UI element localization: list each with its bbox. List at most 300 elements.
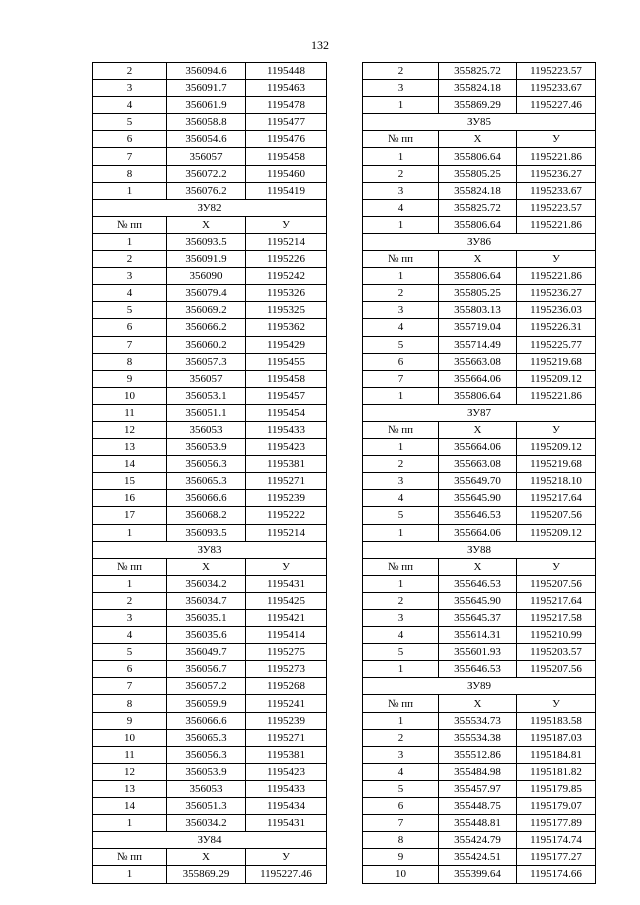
x-coordinate-cell: 356035.1	[167, 610, 246, 627]
x-coordinate-cell: 356049.7	[167, 644, 246, 661]
x-coordinate-cell: 355649.70	[439, 473, 517, 490]
coordinates-table-left	[92, 62, 327, 884]
header-row	[363, 251, 596, 268]
y-coordinate-cell: 1195431	[246, 815, 327, 832]
point-number-cell: 14	[93, 456, 167, 473]
y-coordinate-cell: 1195431	[246, 575, 327, 592]
x-coordinate-cell: 355663.08	[439, 353, 517, 370]
y-coordinate-cell: 1195207.56	[517, 661, 596, 678]
point-number-cell: 3	[363, 746, 439, 763]
x-coordinate-cell: 356060.2	[167, 336, 246, 353]
y-coordinate-cell: 1195460	[246, 165, 327, 182]
header-row	[363, 421, 596, 438]
y-coordinate-cell: 1195455	[246, 353, 327, 370]
table-row	[363, 387, 596, 404]
y-coordinate-cell: 1195187.03	[517, 729, 596, 746]
x-coordinate-cell: 355512.86	[439, 746, 517, 763]
table-row	[93, 387, 327, 404]
x-coordinate-cell: 355806.64	[439, 387, 517, 404]
x-coordinate-cell: 355805.25	[439, 285, 517, 302]
section-title-row	[363, 404, 596, 421]
table-row	[363, 661, 596, 678]
table-row	[93, 404, 327, 421]
y-coordinate-cell: 1195214	[246, 233, 327, 250]
x-coordinate-cell: 355614.31	[439, 627, 517, 644]
column-header-y: У	[517, 421, 596, 438]
table-row	[93, 798, 327, 815]
point-number-cell: 2	[93, 251, 167, 268]
x-coordinate-cell: 355825.72	[439, 63, 517, 80]
column-header-y: У	[517, 251, 596, 268]
point-number-cell: 1	[363, 148, 439, 165]
point-number-cell: 3	[93, 610, 167, 627]
point-number-cell: 1	[363, 97, 439, 114]
point-number-cell: 6	[93, 319, 167, 336]
point-number-cell: 14	[93, 798, 167, 815]
x-coordinate-cell: 356066.6	[167, 712, 246, 729]
x-coordinate-cell: 355645.90	[439, 592, 517, 609]
x-coordinate-cell: 356079.4	[167, 285, 246, 302]
table-row	[93, 456, 327, 473]
point-number-cell: 12	[93, 763, 167, 780]
section-title: ЗУ84	[93, 832, 327, 849]
x-coordinate-cell: 355424.79	[439, 832, 517, 849]
x-coordinate-cell: 356034.7	[167, 592, 246, 609]
table-row	[363, 746, 596, 763]
x-coordinate-cell: 356053	[167, 780, 246, 797]
table-row	[363, 507, 596, 524]
header-row	[93, 849, 327, 866]
column-header-number: № пп	[363, 421, 439, 438]
table-row	[93, 251, 327, 268]
column-header-number: № пп	[93, 216, 167, 233]
section-title: ЗУ85	[363, 114, 596, 131]
table-row	[93, 763, 327, 780]
header-row	[93, 558, 327, 575]
table-row	[363, 370, 596, 387]
point-number-cell: 1	[363, 661, 439, 678]
table-row	[363, 712, 596, 729]
column-header-number: № пп	[363, 251, 439, 268]
point-number-cell: 1	[363, 439, 439, 456]
y-coordinate-cell: 1195326	[246, 285, 327, 302]
y-coordinate-cell: 1195423	[246, 763, 327, 780]
y-coordinate-cell: 1195325	[246, 302, 327, 319]
x-coordinate-cell: 355645.37	[439, 610, 517, 627]
point-number-cell: 12	[93, 421, 167, 438]
table-row	[93, 439, 327, 456]
point-number-cell: 6	[93, 131, 167, 148]
y-coordinate-cell: 1195233.67	[517, 80, 596, 97]
point-number-cell: 2	[93, 592, 167, 609]
point-number-cell: 7	[93, 148, 167, 165]
point-number-cell: 13	[93, 439, 167, 456]
y-coordinate-cell: 1195226.31	[517, 319, 596, 336]
point-number-cell: 13	[93, 780, 167, 797]
x-coordinate-cell: 355424.51	[439, 849, 517, 866]
point-number-cell: 10	[93, 729, 167, 746]
table-row	[363, 336, 596, 353]
section-title-row	[363, 233, 596, 250]
y-coordinate-cell: 1195203.57	[517, 644, 596, 661]
x-coordinate-cell: 355664.06	[439, 439, 517, 456]
y-coordinate-cell: 1195423	[246, 439, 327, 456]
y-coordinate-cell: 1195425	[246, 592, 327, 609]
table-row	[363, 644, 596, 661]
section-title-row	[93, 199, 327, 216]
table-row	[93, 729, 327, 746]
y-coordinate-cell: 1195271	[246, 473, 327, 490]
y-coordinate-cell: 1195421	[246, 610, 327, 627]
point-number-cell: 2	[363, 63, 439, 80]
table-row	[363, 866, 596, 883]
y-coordinate-cell: 1195227.46	[246, 866, 327, 883]
section-title: ЗУ86	[363, 233, 596, 250]
section-title: ЗУ82	[93, 199, 327, 216]
table-row	[93, 695, 327, 712]
point-number-cell: 10	[93, 387, 167, 404]
x-coordinate-cell: 356093.5	[167, 524, 246, 541]
x-coordinate-cell: 356034.2	[167, 815, 246, 832]
x-coordinate-cell: 356054.6	[167, 131, 246, 148]
y-coordinate-cell: 1195458	[246, 370, 327, 387]
x-coordinate-cell: 356051.3	[167, 798, 246, 815]
table-row	[93, 524, 327, 541]
point-number-cell: 7	[93, 336, 167, 353]
x-coordinate-cell: 355869.29	[167, 866, 246, 883]
table-row	[363, 798, 596, 815]
column-header-y: У	[517, 558, 596, 575]
table-row	[363, 627, 596, 644]
column-header-y: У	[246, 558, 327, 575]
table-row	[363, 148, 596, 165]
x-coordinate-cell: 355719.04	[439, 319, 517, 336]
y-coordinate-cell: 1195429	[246, 336, 327, 353]
x-coordinate-cell: 356057.3	[167, 353, 246, 370]
column-header-y: У	[246, 849, 327, 866]
y-coordinate-cell: 1195239	[246, 490, 327, 507]
y-coordinate-cell: 1195209.12	[517, 524, 596, 541]
y-coordinate-cell: 1195207.56	[517, 507, 596, 524]
x-coordinate-cell: 356061.9	[167, 97, 246, 114]
column-header-x: Х	[439, 131, 517, 148]
header-row	[363, 695, 596, 712]
y-coordinate-cell: 1195381	[246, 456, 327, 473]
table-row	[93, 746, 327, 763]
table-row	[93, 148, 327, 165]
section-title-row	[93, 541, 327, 558]
table-row	[363, 763, 596, 780]
column-header-number: № пп	[363, 558, 439, 575]
table-row	[93, 490, 327, 507]
point-number-cell: 4	[93, 285, 167, 302]
y-coordinate-cell: 1195207.56	[517, 575, 596, 592]
x-coordinate-cell: 355646.53	[439, 575, 517, 592]
y-coordinate-cell: 1195227.46	[517, 97, 596, 114]
y-coordinate-cell: 1195239	[246, 712, 327, 729]
point-number-cell: 7	[363, 370, 439, 387]
y-coordinate-cell: 1195221.86	[517, 387, 596, 404]
y-coordinate-cell: 1195222	[246, 507, 327, 524]
x-coordinate-cell: 356091.9	[167, 251, 246, 268]
y-coordinate-cell: 1195362	[246, 319, 327, 336]
table-row	[363, 473, 596, 490]
y-coordinate-cell: 1195225.77	[517, 336, 596, 353]
table-row	[93, 712, 327, 729]
table-row	[93, 182, 327, 199]
y-coordinate-cell: 1195217.58	[517, 610, 596, 627]
point-number-cell: 1	[363, 387, 439, 404]
coordinates-table-right	[362, 62, 596, 884]
point-number-cell: 1	[363, 575, 439, 592]
x-coordinate-cell: 356066.2	[167, 319, 246, 336]
column-header-number: № пп	[363, 131, 439, 148]
x-coordinate-cell: 355646.53	[439, 507, 517, 524]
section-title-row	[363, 541, 596, 558]
point-number-cell: 16	[93, 490, 167, 507]
x-coordinate-cell: 356035.6	[167, 627, 246, 644]
y-coordinate-cell: 1195221.86	[517, 148, 596, 165]
y-coordinate-cell: 1195217.64	[517, 490, 596, 507]
x-coordinate-cell: 355825.72	[439, 199, 517, 216]
column-header-number: № пп	[93, 849, 167, 866]
column-header-y: У	[246, 216, 327, 233]
x-coordinate-cell: 355869.29	[439, 97, 517, 114]
point-number-cell: 2	[93, 63, 167, 80]
y-coordinate-cell: 1195223.57	[517, 63, 596, 80]
header-row	[93, 216, 327, 233]
y-coordinate-cell: 1195179.85	[517, 780, 596, 797]
column-header-x: Х	[439, 695, 517, 712]
y-coordinate-cell: 1195219.68	[517, 456, 596, 473]
table-row	[93, 114, 327, 131]
point-number-cell: 3	[93, 268, 167, 285]
table-row	[363, 319, 596, 336]
x-coordinate-cell: 355484.98	[439, 763, 517, 780]
point-number-cell: 4	[363, 199, 439, 216]
table-row	[93, 575, 327, 592]
table-row	[93, 780, 327, 797]
table-row	[363, 490, 596, 507]
table-row	[363, 456, 596, 473]
x-coordinate-cell: 355805.25	[439, 165, 517, 182]
table-row	[93, 610, 327, 627]
y-coordinate-cell: 1195214	[246, 524, 327, 541]
table-row	[93, 644, 327, 661]
y-coordinate-cell: 1195463	[246, 80, 327, 97]
table-row	[363, 165, 596, 182]
y-coordinate-cell: 1195241	[246, 695, 327, 712]
point-number-cell: 10	[363, 866, 439, 883]
column-header-x: Х	[167, 216, 246, 233]
table-row	[93, 319, 327, 336]
point-number-cell: 6	[363, 353, 439, 370]
table-row	[363, 353, 596, 370]
point-number-cell: 4	[93, 97, 167, 114]
point-number-cell: 3	[363, 473, 439, 490]
x-coordinate-cell: 356058.8	[167, 114, 246, 131]
table-row	[93, 473, 327, 490]
x-coordinate-cell: 355664.06	[439, 524, 517, 541]
table-row	[363, 780, 596, 797]
x-coordinate-cell: 355448.75	[439, 798, 517, 815]
x-coordinate-cell: 355664.06	[439, 370, 517, 387]
x-coordinate-cell: 356051.1	[167, 404, 246, 421]
table-row	[93, 285, 327, 302]
point-number-cell: 8	[363, 832, 439, 849]
table-row	[363, 575, 596, 592]
point-number-cell: 4	[363, 490, 439, 507]
x-coordinate-cell: 355806.64	[439, 216, 517, 233]
x-coordinate-cell: 356057	[167, 370, 246, 387]
x-coordinate-cell: 355663.08	[439, 456, 517, 473]
table-row	[93, 370, 327, 387]
x-coordinate-cell: 355806.64	[439, 148, 517, 165]
x-coordinate-cell: 356094.6	[167, 63, 246, 80]
x-coordinate-cell: 356072.2	[167, 165, 246, 182]
y-coordinate-cell: 1195223.57	[517, 199, 596, 216]
point-number-cell: 2	[363, 729, 439, 746]
section-title-row	[363, 678, 596, 695]
y-coordinate-cell: 1195414	[246, 627, 327, 644]
table-row	[93, 165, 327, 182]
header-row	[363, 131, 596, 148]
page-number: 132	[311, 38, 329, 52]
section-title-row	[363, 114, 596, 131]
y-coordinate-cell: 1195221.86	[517, 216, 596, 233]
table-row	[93, 268, 327, 285]
y-coordinate-cell: 1195221.86	[517, 268, 596, 285]
column-header-number: № пп	[363, 695, 439, 712]
x-coordinate-cell: 356053.9	[167, 763, 246, 780]
column-header-number: № пп	[93, 558, 167, 575]
point-number-cell: 5	[93, 114, 167, 131]
table-row	[93, 507, 327, 524]
y-coordinate-cell: 1195477	[246, 114, 327, 131]
table-row	[363, 97, 596, 114]
y-coordinate-cell: 1195209.12	[517, 370, 596, 387]
table-row	[363, 80, 596, 97]
table-row	[93, 302, 327, 319]
point-number-cell: 2	[363, 165, 439, 182]
x-coordinate-cell: 356093.5	[167, 233, 246, 250]
point-number-cell: 4	[363, 763, 439, 780]
x-coordinate-cell: 355601.93	[439, 644, 517, 661]
table-row	[93, 661, 327, 678]
point-number-cell: 5	[363, 780, 439, 797]
point-number-cell: 5	[93, 302, 167, 319]
point-number-cell: 9	[93, 370, 167, 387]
x-coordinate-cell: 356053.1	[167, 387, 246, 404]
point-number-cell: 11	[93, 404, 167, 421]
x-coordinate-cell: 356056.3	[167, 456, 246, 473]
point-number-cell: 2	[363, 456, 439, 473]
x-coordinate-cell: 356053	[167, 421, 246, 438]
y-coordinate-cell: 1195183.58	[517, 712, 596, 729]
x-coordinate-cell: 355534.73	[439, 712, 517, 729]
point-number-cell: 1	[363, 268, 439, 285]
x-coordinate-cell: 356068.2	[167, 507, 246, 524]
point-number-cell: 6	[93, 661, 167, 678]
point-number-cell: 15	[93, 473, 167, 490]
table-row	[93, 592, 327, 609]
table-row	[93, 336, 327, 353]
point-number-cell: 9	[93, 712, 167, 729]
table-row	[363, 439, 596, 456]
x-coordinate-cell: 356056.7	[167, 661, 246, 678]
table-row	[93, 80, 327, 97]
x-coordinate-cell: 356057.2	[167, 678, 246, 695]
point-number-cell: 5	[363, 507, 439, 524]
point-number-cell: 1	[93, 182, 167, 199]
table-row	[363, 815, 596, 832]
x-coordinate-cell: 355806.64	[439, 268, 517, 285]
x-coordinate-cell: 355534.38	[439, 729, 517, 746]
y-coordinate-cell: 1195433	[246, 421, 327, 438]
y-coordinate-cell: 1195275	[246, 644, 327, 661]
section-title-row	[93, 832, 327, 849]
x-coordinate-cell: 356057	[167, 148, 246, 165]
point-number-cell: 11	[93, 746, 167, 763]
y-coordinate-cell: 1195268	[246, 678, 327, 695]
y-coordinate-cell: 1195177.27	[517, 849, 596, 866]
y-coordinate-cell: 1195236.27	[517, 165, 596, 182]
point-number-cell: 5	[93, 644, 167, 661]
section-title: ЗУ83	[93, 541, 327, 558]
table-row	[93, 815, 327, 832]
x-coordinate-cell: 356069.2	[167, 302, 246, 319]
table-row	[93, 353, 327, 370]
point-number-cell: 5	[363, 336, 439, 353]
y-coordinate-cell: 1195433	[246, 780, 327, 797]
point-number-cell: 8	[93, 165, 167, 182]
x-coordinate-cell: 355646.53	[439, 661, 517, 678]
y-coordinate-cell: 1195209.12	[517, 439, 596, 456]
table-row	[363, 610, 596, 627]
table-row	[93, 131, 327, 148]
column-header-x: Х	[167, 558, 246, 575]
y-coordinate-cell: 1195419	[246, 182, 327, 199]
y-coordinate-cell: 1195434	[246, 798, 327, 815]
x-coordinate-cell: 356076.2	[167, 182, 246, 199]
y-coordinate-cell: 1195242	[246, 268, 327, 285]
y-coordinate-cell: 1195177.89	[517, 815, 596, 832]
y-coordinate-cell: 1195448	[246, 63, 327, 80]
table-row	[93, 97, 327, 114]
x-coordinate-cell: 355824.18	[439, 80, 517, 97]
table-row	[363, 832, 596, 849]
point-number-cell: 1	[93, 575, 167, 592]
x-coordinate-cell: 356065.3	[167, 473, 246, 490]
point-number-cell: 7	[363, 815, 439, 832]
table-row	[363, 216, 596, 233]
table-row	[93, 627, 327, 644]
x-coordinate-cell: 356091.7	[167, 80, 246, 97]
y-coordinate-cell: 1195271	[246, 729, 327, 746]
y-coordinate-cell: 1195381	[246, 746, 327, 763]
y-coordinate-cell: 1195476	[246, 131, 327, 148]
x-coordinate-cell: 355399.64	[439, 866, 517, 883]
point-number-cell: 5	[363, 644, 439, 661]
section-title: ЗУ89	[363, 678, 596, 695]
point-number-cell: 4	[363, 319, 439, 336]
x-coordinate-cell: 356053.9	[167, 439, 246, 456]
table-row	[93, 233, 327, 250]
column-header-x: Х	[439, 421, 517, 438]
table-row	[363, 285, 596, 302]
y-coordinate-cell: 1195210.99	[517, 627, 596, 644]
y-coordinate-cell: 1195226	[246, 251, 327, 268]
